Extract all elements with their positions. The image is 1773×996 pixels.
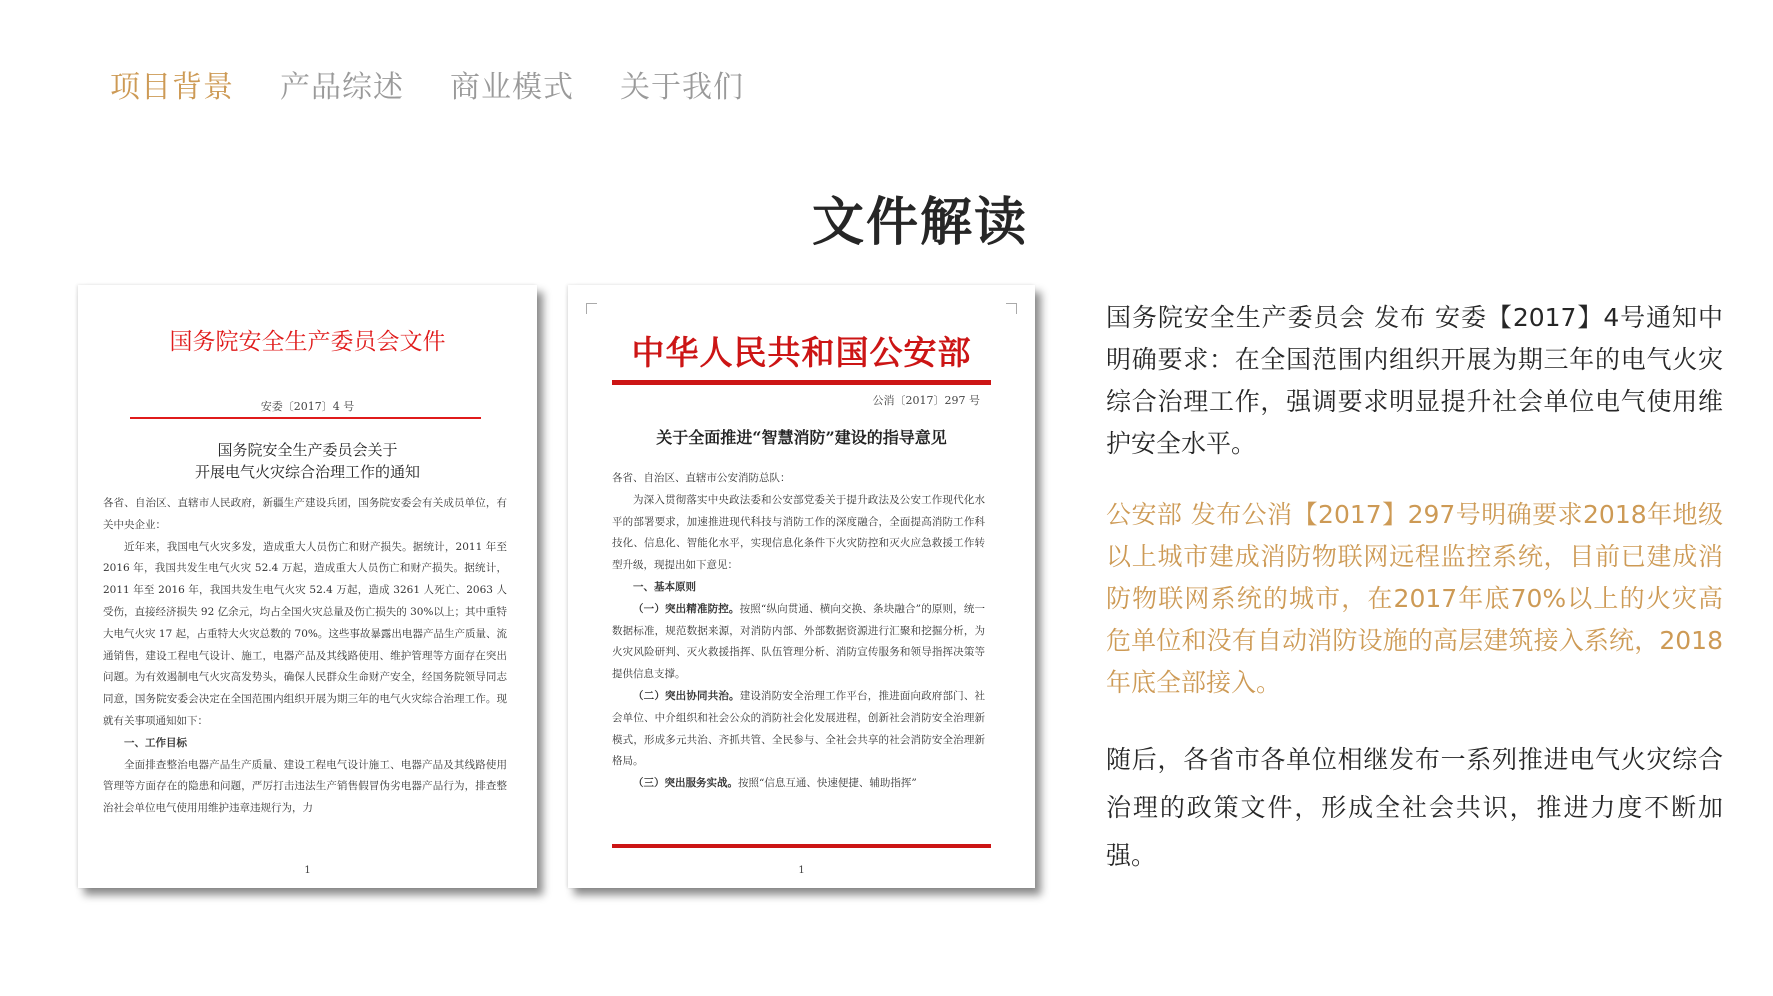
doc2-bottom-red-rule (612, 844, 991, 848)
nav-item-project-background[interactable]: 项目背景 (110, 70, 234, 105)
crop-mark (1006, 303, 1017, 314)
doc1-header: 国务院安全生产委员会文件 (169, 329, 446, 355)
doc1-page-number: 1 (304, 865, 311, 876)
doc2-page-number: 1 (798, 865, 805, 876)
doc2-paragraph: 各省、自治区、直辖市公安消防总队： (612, 472, 791, 484)
page-title: 文件解读 (811, 193, 1028, 253)
doc1-red-rule (130, 417, 481, 419)
paragraph-text: 随后，各省市各单位相继发布一系列推进电气火灾综合治理的政策文件，形成全社会共识，推进力度不断加强。 (1106, 745, 1723, 870)
doc1-body (103, 493, 507, 820)
crop-mark (586, 303, 597, 314)
doc2-header: 中华人民共和国公安部 (631, 333, 972, 372)
doc2-section-heading: 一、基本原则 (633, 580, 696, 593)
doc2-item-heading: （二）突出协同共治。 (633, 689, 740, 702)
doc1-section-heading: 一、工作目标 (124, 736, 187, 749)
nav-item-business-model[interactable]: 商业模式 (450, 70, 574, 105)
doc1-paragraph: 各省、自治区、直辖市人民政府，新疆生产建设兵团，国务院安委会有关成员单位，有关中央企业： (103, 497, 507, 531)
ministry-of-public-security-document-image (568, 285, 1035, 888)
doc1-number: 安委〔2017〕4 号 (260, 400, 355, 413)
state-council-document-image (78, 285, 537, 888)
doc2-item-heading: （三）突出服务实战。 (633, 777, 738, 790)
description-paragraph-state-council (1106, 297, 1723, 465)
doc2-item-heading: （一）突出精准防控。 (633, 602, 740, 615)
doc2-number: 公消〔2017〕297 号 (872, 394, 980, 407)
description-paragraph-followup (1106, 736, 1723, 880)
doc2-paragraph (612, 686, 985, 773)
description-paragraph-ministry (1106, 494, 1723, 704)
nav-item-about-us[interactable]: 关于我们 (620, 70, 744, 105)
doc1-paragraph: 全面排查整治电器产品生产质量、建设工程电气设计施工、电器产品及其线路使用管理等方面存在的隐患和问题，严厉打击违法生产销售假冒伪劣电器产品行为，排查整治社会单位电气使用用维护违章违规行为，力 (103, 758, 507, 815)
doc1-title-line2: 开展电气火灾综合治理工作的通知 (194, 463, 420, 481)
doc2-paragraph (612, 773, 985, 795)
doc2-red-rule (612, 380, 991, 385)
doc2-body (612, 468, 985, 795)
doc1-title-line1: 国务院安全生产委员会关于 (217, 441, 398, 459)
paragraph-text: 国务院安全生产委员会 发布 安委【2017】4号通知中明确要求：在全国范围内组织开展为期三年的电气火灾综合治理工作，强调要求明显提升社会单位电气使用维护安全水平。 (1106, 303, 1723, 458)
doc2-item-text: 按照“信息互通、快速便捷、辅助指挥” (738, 777, 917, 790)
paragraph-text-highlight: 公安部 发布公消【2017】297号明确要求2018年地级以上城市建成消防物联网远程监控系统，目前已建成消防物联网系统的城市，在2017年底70%以上的火灾高危单位和没有自动消防设施的高层建筑接入系统，2018年底全部接入。 (1106, 500, 1723, 697)
doc2-item-text: 按照“纵向贯通、横向交换、条块融合”的原则，统一数据标准，规范数据来源，对消防内部、外部数据资源进行汇聚和挖掘分析，为火灾风险研判、灭火救援指挥、队伍管理分析、消防宣传服务和领导指挥决策等提供信息支撑。 (612, 602, 985, 681)
doc2-paragraph: 为深入贯彻落实中央政法委和公安部党委关于提升政法及公安工作现代化水平的部署要求，加速推进现代科技与消防工作的深度融合，全面提高消防工作科技化、信息化、智能化水平，实现信息化条件下火灾防控和灭火应急救援工作转型升级，现提出如下意见： (612, 493, 985, 572)
top-nav (110, 62, 744, 106)
doc2-title: 关于全面推进“智慧消防”建设的指导意见 (656, 428, 947, 447)
doc2-item-text: 建设消防安全治理工作平台，推进面向政府部门、社会单位、中介组织和社会公众的消防社会化发展进程，创新社会消防安全治理新模式，形成多元共治、齐抓共管、全民参与、全社会共享的社会消防安全治理新格局。 (612, 689, 985, 768)
nav-item-product-overview[interactable]: 产品综述 (280, 70, 404, 105)
doc1-title (78, 439, 537, 483)
doc1-paragraph: 近年来，我国电气火灾多发，造成重大人员伤亡和财产损失。据统计，2011 年至 2016 年，我国共发生电气火灾 52.4 万起，造成重大人员伤亡和财产损失。据统计，2011 年至 2016 年，我国共发生电气火灾 52.4 万起，造成 3261 人死亡、2063 人受伤，直接经济损失 92 亿余元，均占全国火灾总量及伤亡损失的 30%以上；其中重特大电气火灾 17 起，占重特大火灾总数的 70%。这些事故暴露出电器产品生产质量、流通销售，建设工程电气设计、施工，电器产品及其线路使用、维护管理等方面存在突出问题。为有效遏制电气火灾高发势头，确保人民群众生命财产安全，经国务院领导同志同意，国务院安委会决定在全国范围内组织开展为期三年的电气火灾综合治理工作。现就有关事项通知如下： (103, 540, 507, 727)
doc2-paragraph (612, 599, 985, 686)
